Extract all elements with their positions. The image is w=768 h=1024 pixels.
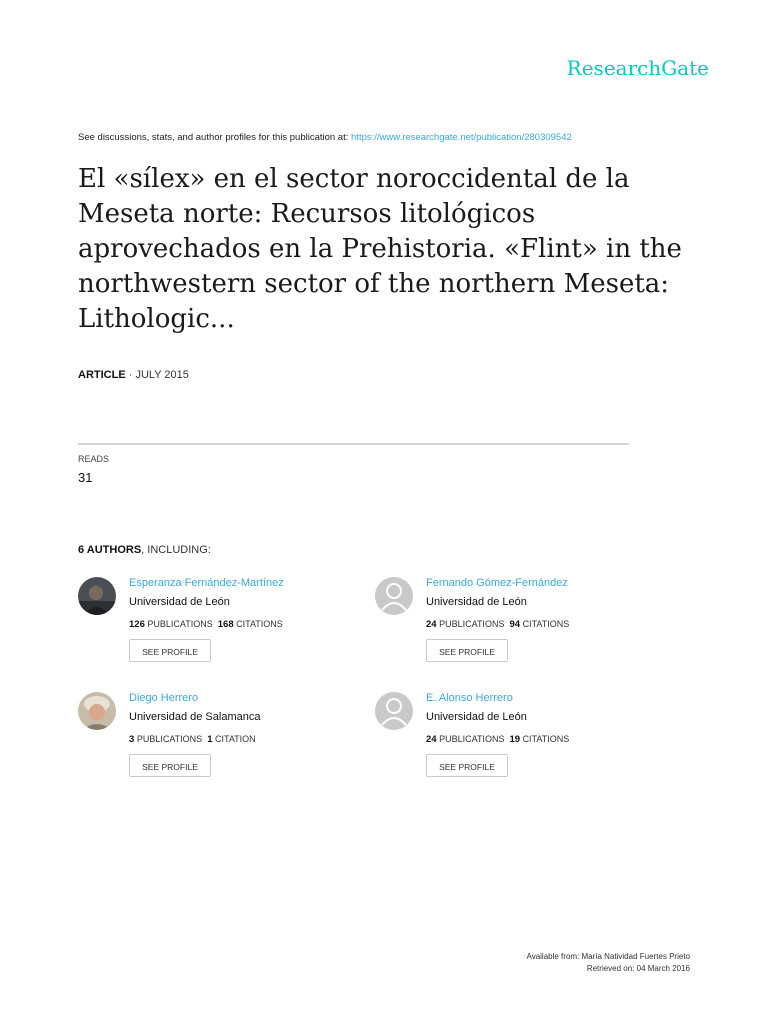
author-stats	[426, 619, 569, 630]
publications-label: PUBLICATIONS	[147, 619, 213, 629]
citations-label: CITATIONS	[236, 619, 283, 629]
publications-label: PUBLICATIONS	[439, 619, 505, 629]
publication-date: · JULY 2015	[128, 369, 189, 381]
publication-type: ARTICLE	[78, 369, 126, 381]
publications-count: 126	[129, 619, 145, 630]
author-name-link[interactable]: E. Alonso Herrero	[426, 692, 513, 704]
author-card	[375, 692, 655, 792]
default-user-icon	[375, 577, 413, 615]
publication-url-link[interactable]: https://www.researchgate.net/publication/280309542	[351, 132, 572, 143]
citations-count: 1	[207, 734, 213, 745]
author-stats	[426, 734, 569, 745]
see-profile-button[interactable]: SEE PROFILE	[426, 754, 508, 777]
publications-count: 24	[426, 619, 437, 630]
available-from: Available from: María Natividad Fuertes Prieto	[526, 952, 690, 961]
author-stats	[129, 619, 283, 630]
divider	[78, 443, 629, 445]
author-institution: Universidad de León	[129, 596, 230, 608]
publications-count: 24	[426, 734, 437, 745]
author-avatar[interactable]	[375, 692, 413, 730]
citations-count: 168	[217, 619, 234, 630]
reads-label: READS	[78, 454, 110, 464]
author-card	[375, 577, 655, 677]
footer	[527, 951, 690, 975]
publication-title: El «sílex» en el sector noroccidental de la Meseta norte: Recursos litológicos aprovechados en la Prehistoria. «Flint» in the northwestern sector of the northern Meseta: Lithologic...	[78, 164, 682, 334]
citations-count: 19	[509, 734, 521, 745]
author-stats	[129, 734, 256, 745]
author-avatar[interactable]	[375, 577, 413, 615]
citations-label: CITATION	[215, 734, 256, 744]
see-discussions-text: See discussions, stats, and author profiles for this publication at:	[78, 132, 349, 143]
author-card	[78, 577, 358, 677]
citations-label: CITATIONS	[522, 734, 570, 744]
publications-count: 3	[129, 734, 135, 745]
author-name-link[interactable]: Diego Herrero	[129, 692, 199, 704]
authors-heading-suffix: , INCLUDING:	[141, 544, 211, 556]
publications-label: PUBLICATIONS	[439, 734, 505, 744]
author-name-link[interactable]: Esperanza Fernández-Martínez	[129, 577, 284, 589]
retrieved-on: Retrieved on: 04 March 2016	[586, 964, 690, 973]
author-institution: Universidad de León	[426, 596, 527, 608]
author-institution: Universidad de León	[426, 711, 527, 723]
author-institution: Universidad de Salamanca	[129, 711, 261, 723]
citations-count: 94	[509, 619, 521, 630]
authors-heading	[78, 544, 211, 556]
see-profile-button[interactable]: SEE PROFILE	[426, 639, 508, 662]
researchgate-logo[interactable]: ResearchGate	[566, 56, 709, 80]
authors-count: 6 AUTHORS	[78, 544, 142, 556]
author-avatar[interactable]	[78, 577, 116, 615]
profiles-notice	[78, 132, 572, 143]
photo-avatar-icon	[78, 577, 116, 615]
photo-avatar-icon	[78, 692, 116, 730]
publication-meta	[78, 369, 189, 381]
author-card	[78, 692, 358, 792]
author-name-link[interactable]: Fernando Gómez-Fernández	[426, 577, 568, 589]
see-profile-button[interactable]: SEE PROFILE	[129, 639, 211, 662]
citations-label: CITATIONS	[522, 619, 570, 629]
publications-label: PUBLICATIONS	[136, 734, 203, 744]
see-profile-button[interactable]: SEE PROFILE	[129, 754, 211, 777]
author-avatar[interactable]	[78, 692, 116, 730]
reads-count: 31	[78, 470, 93, 485]
default-user-icon	[375, 692, 413, 730]
